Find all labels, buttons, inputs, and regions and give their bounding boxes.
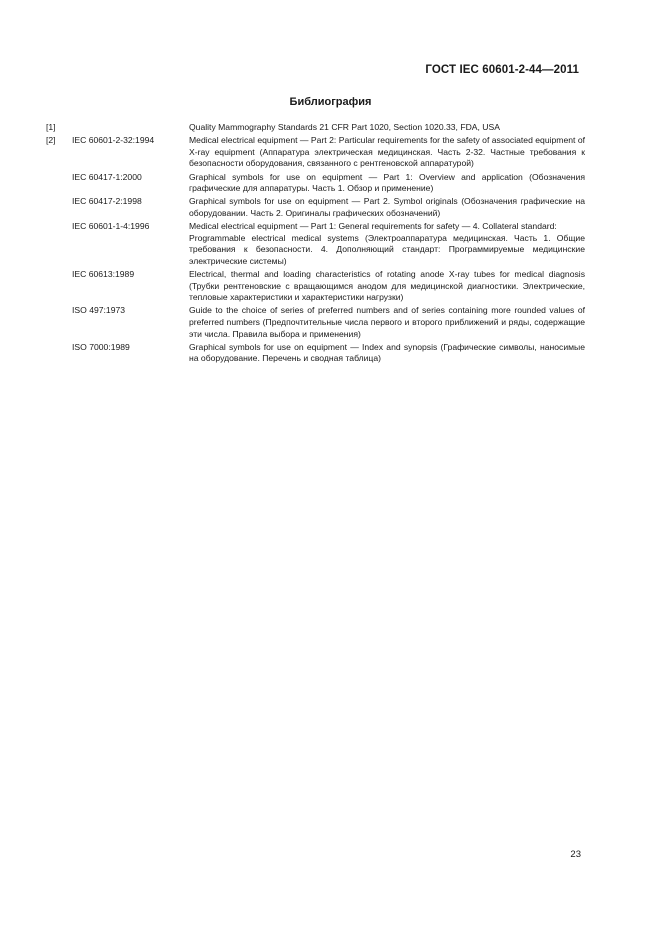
- entry-number: [46, 172, 72, 195]
- entry-number: [46, 221, 72, 267]
- bibliography-entry: [46, 305, 586, 340]
- entry-title-paragraph: Graphical symbols for use on equipment — Index and synopsis (Графические символы, наносимые на оборудование. Перечень и сводная таблица): [189, 341, 585, 364]
- entry-standard-code: [72, 122, 189, 134]
- entry-title-paragraph: Electrical, thermal and loading characteristics of rotating anode X-ray tubes for medical diagnosis (Трубки рентгеновские с вращающимся анодом для медицинской диагностики. Электрические, тепловые характеристики и характеристики нагрузки): [189, 269, 585, 303]
- section-title: Библиография: [289, 96, 372, 108]
- entry-title: [189, 342, 585, 365]
- entry-title: [189, 196, 585, 219]
- entry-number: [46, 196, 72, 219]
- entry-title: [189, 305, 585, 340]
- bibliography-entry: [46, 172, 586, 195]
- entry-number: [46, 269, 72, 304]
- entry-standard-code: IEC 60417-1:2000: [72, 171, 142, 182]
- bibliography-list: [46, 122, 586, 367]
- standard-designation: ГОСТ IEC 60601-2-44—2011: [425, 64, 579, 76]
- entry-title: [189, 122, 585, 134]
- bibliography-entry: [46, 269, 586, 304]
- entry-standard-code: IEC 60601-1-4:1996: [72, 221, 150, 232]
- bibliography-entry: [46, 135, 586, 170]
- bibliography-entry: [46, 342, 586, 365]
- entry-title: [189, 135, 585, 170]
- entry-title-paragraph: Graphical symbols for use on equipment — Part 2. Symbol originals (Обозначения графические на оборудовании. Часть 2. Оригиналы графических обозначений): [189, 196, 585, 218]
- entry-title-paragraph: Graphical symbols for use on equipment — Part 1: Overview and application (Обозначения графические для аппаратуры. Часть 1. Обзор и применение): [189, 171, 585, 194]
- entry-number: [46, 305, 72, 340]
- entry-number: [2]: [46, 135, 56, 146]
- entry-title: [189, 269, 585, 304]
- bibliography-entry: [46, 221, 586, 267]
- page-number: 23: [570, 849, 581, 860]
- entry-number: [1]: [46, 122, 56, 132]
- entry-title-paragraph: Medical electrical equipment — Part 1: General requirements for safety — 4. Collateral standard:: [189, 221, 557, 232]
- entry-title: [189, 172, 585, 195]
- entry-title-paragraph: Programmable electrical medical systems (Электроаппаратура медицинская. Часть 1. Общие требования к безопасности. 4. Дополняющий стандарт: Программируемые медицинские электрические системы): [189, 232, 585, 266]
- bibliography-entry: [46, 122, 586, 134]
- bibliography-entry: [46, 196, 586, 219]
- entry-standard-code: ISO 497:1973: [72, 305, 126, 316]
- entry-title-paragraph: Medical electrical equipment — Part 2: Particular requirements for the safety of associated equipment of X-ray equipment (Аппаратура электрическая медицинская. Часть 2-32. Частные требования к безопасности оборудования, связанного с рентгеновской аппаратурой): [189, 135, 585, 169]
- entry-title-paragraph: Quality Mammography Standards 21 CFR Part 1020, Section 1020.33, FDA, USA: [189, 122, 500, 132]
- entry-standard-code: IEC 60601-2-32:1994: [72, 135, 155, 146]
- entry-standard-code: ISO 7000:1989: [72, 341, 130, 352]
- entry-title-paragraph: Guide to the choice of series of preferred numbers and of series containing more rounded values of preferred numbers (Предпочтительные числа первого и второго приближений и ряды, содержащие эти числа. Правила выбора и применения): [189, 305, 585, 339]
- entry-title: [189, 221, 585, 267]
- entry-standard-code: IEC 60417-2:1998: [72, 196, 142, 207]
- entry-number: [46, 342, 72, 365]
- entry-standard-code: IEC 60613:1989: [72, 269, 135, 280]
